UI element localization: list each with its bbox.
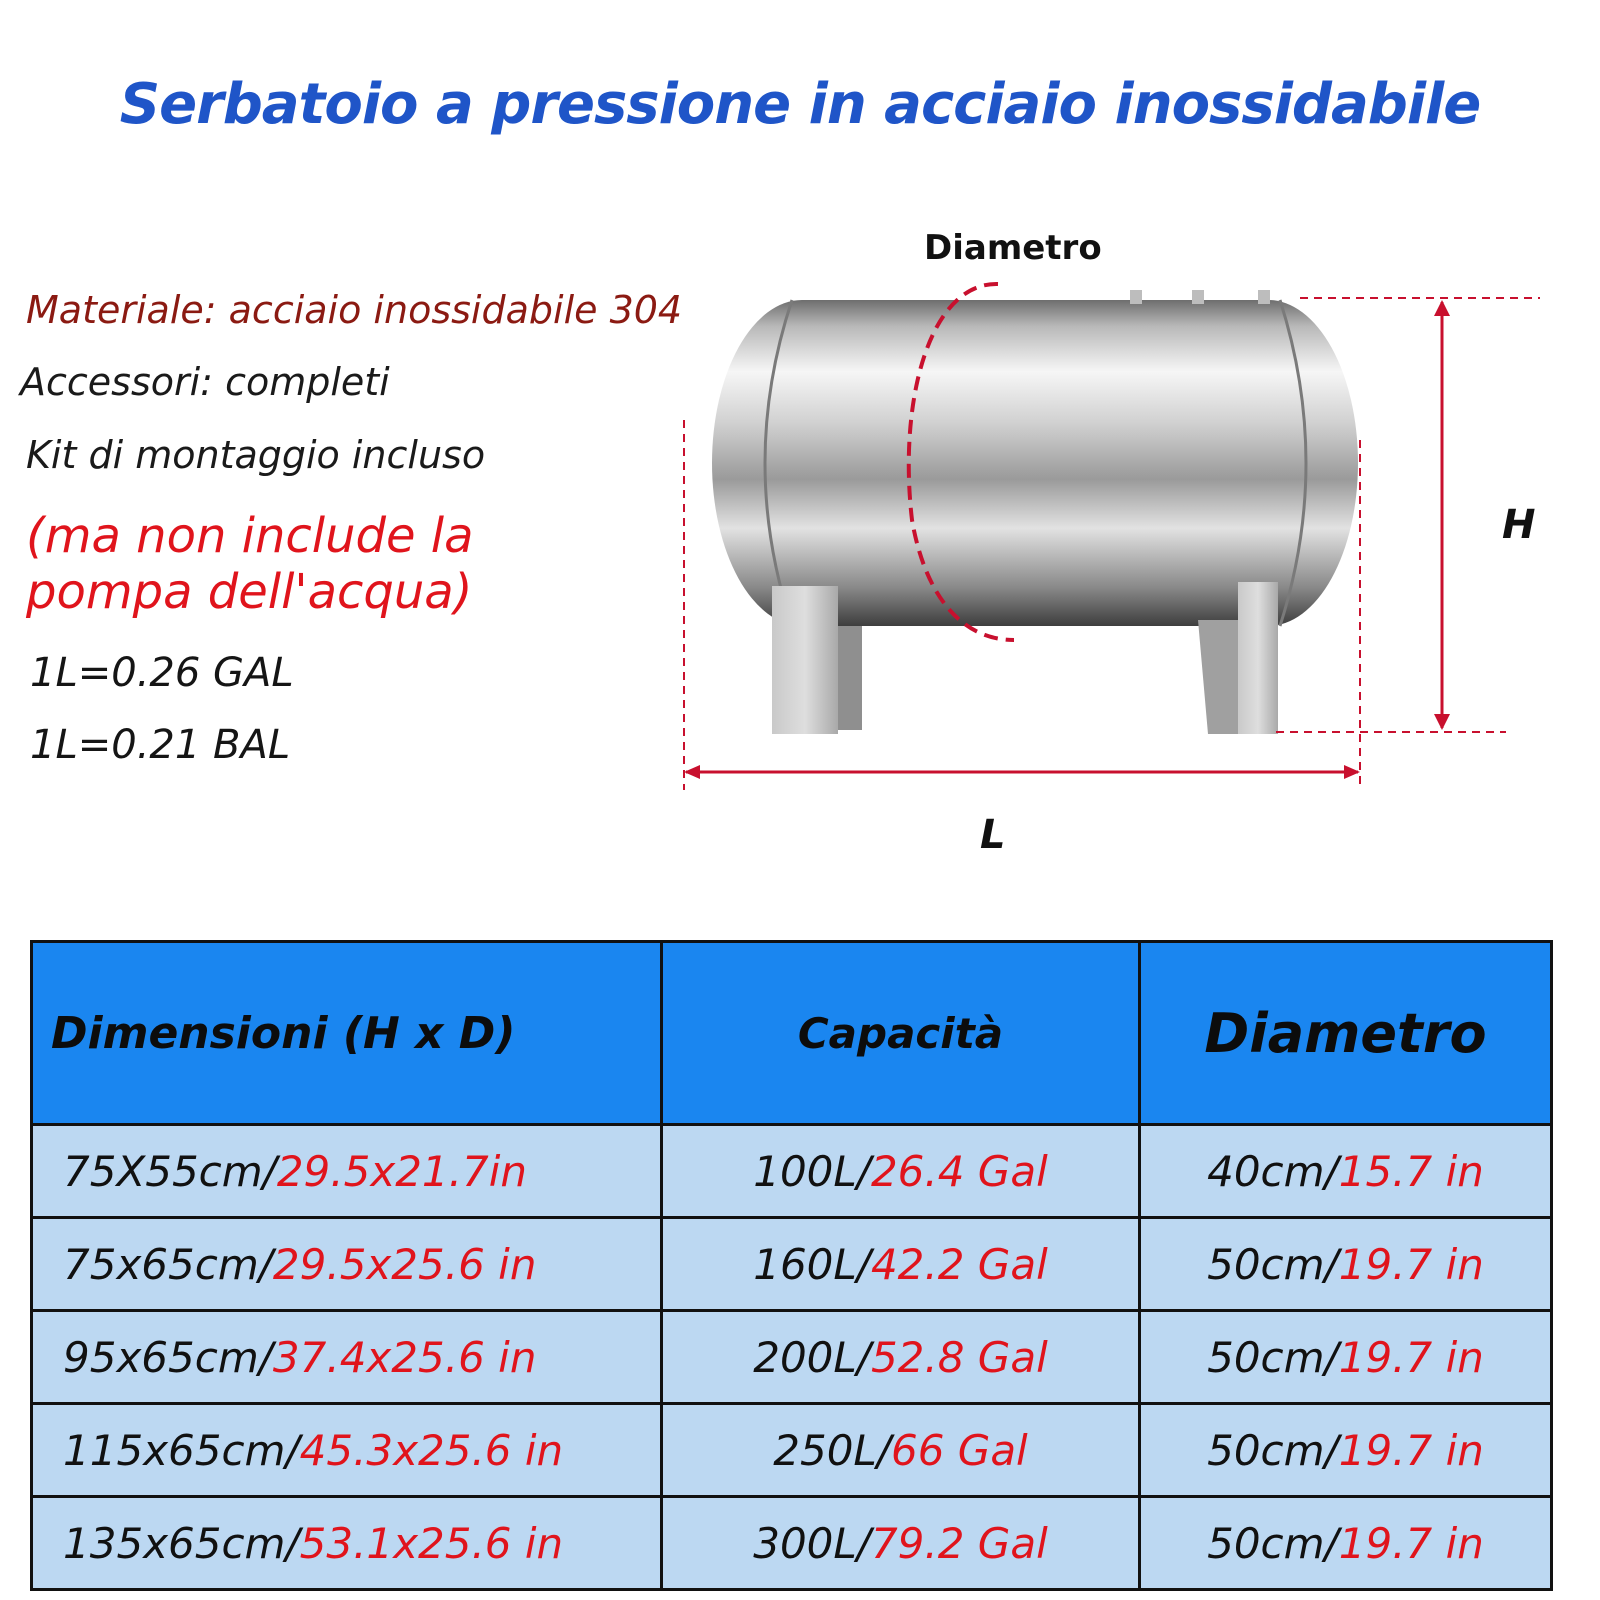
cell-diameter: 50cm/19.7 in [1140, 1311, 1552, 1404]
table-row [32, 1404, 1552, 1497]
header-diameter: Diametro [1140, 942, 1552, 1125]
page-title: Serbatoio a pressione in acciaio inossidabile [119, 72, 1481, 137]
size-table [30, 940, 1553, 1591]
tank-diagram [680, 220, 1580, 860]
cell-diameter: 50cm/19.7 in [1140, 1404, 1552, 1497]
material-spec: Materiale: acciaio inossidabile 304 [26, 288, 683, 332]
cell-dimensions: 135x65cm/53.1x25.6 in [32, 1497, 662, 1590]
diameter-label: Diametro [924, 228, 1102, 268]
table-row [32, 1497, 1552, 1590]
mounting-kit-spec: Kit di montaggio incluso [26, 433, 486, 477]
cell-dimensions: 75X55cm/29.5x21.7in [32, 1125, 662, 1218]
height-label: H [1502, 502, 1536, 548]
accessories-spec: Accessori: completi [20, 360, 390, 404]
pump-exclusion-note: (ma non include la pompa dell'acqua) [26, 508, 474, 620]
header-dimensions: Dimensioni (H x D) [32, 942, 662, 1125]
table-row [32, 1218, 1552, 1311]
table-header-row [32, 942, 1552, 1125]
cell-dimensions: 95x65cm/37.4x25.6 in [32, 1311, 662, 1404]
cell-dimensions: 75x65cm/29.5x25.6 in [32, 1218, 662, 1311]
cell-capacity: 100L/26.4 Gal [662, 1125, 1140, 1218]
barrel-conversion: 1L=0.21 BAL [30, 722, 291, 768]
cell-capacity: 250L/66 Gal [662, 1404, 1140, 1497]
table-row [32, 1125, 1552, 1218]
cell-diameter: 50cm/19.7 in [1140, 1497, 1552, 1590]
cell-diameter: 40cm/15.7 in [1140, 1125, 1552, 1218]
stainless-steel-tank-icon [680, 220, 1580, 860]
gallon-conversion: 1L=0.26 GAL [30, 650, 294, 696]
cell-dimensions: 115x65cm/45.3x25.6 in [32, 1404, 662, 1497]
table-row [32, 1311, 1552, 1404]
cell-diameter: 50cm/19.7 in [1140, 1218, 1552, 1311]
header-capacity: Capacità [662, 942, 1140, 1125]
cell-capacity: 200L/52.8 Gal [662, 1311, 1140, 1404]
cell-capacity: 300L/79.2 Gal [662, 1497, 1140, 1590]
cell-capacity: 160L/42.2 Gal [662, 1218, 1140, 1311]
length-label: L [980, 812, 1006, 858]
